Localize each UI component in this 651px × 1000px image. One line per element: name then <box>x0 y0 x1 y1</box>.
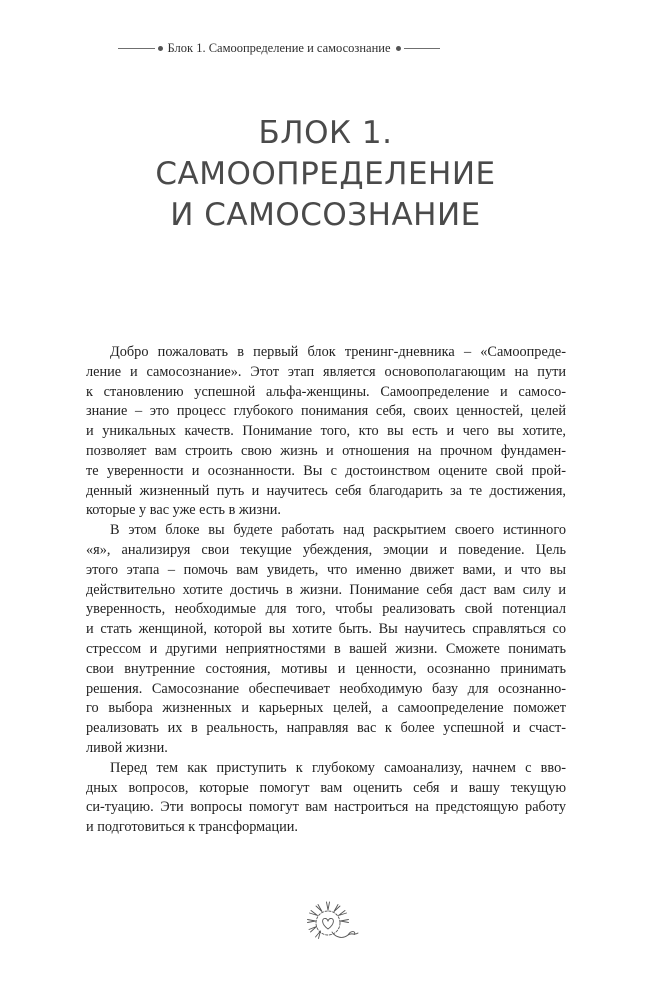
text-line: «я», анализируя свои текущие убеждения, эмоции и поведение. Цель <box>86 541 566 558</box>
text-line: и уникальных качеств. Понимание того, кто вы есть и чего вы хотите, <box>86 423 566 440</box>
header-rule-left <box>118 48 155 49</box>
text-line: стрессом и другими неприятностями в вашей жизни. Сможете понимать <box>86 640 566 657</box>
text-line: го выбора жизненных и карьерных целей, а самоопределение поможет <box>86 700 566 717</box>
text-line: ление и самосознание». Этот этап является основополагающим на пути <box>86 363 566 380</box>
text-line: реализовать их в реальность, направляя вас к более успешной и счаст- <box>86 720 566 737</box>
text-line: те уверенности и осознанности. Вы с достоинством оцените свой прой- <box>86 462 566 479</box>
text-line: и подготовиться к трансформации. <box>86 819 299 836</box>
chapter-title-line: САМООПРЕДЕЛЕНИЕ <box>155 156 496 192</box>
text-line: уверенность, необходимые для того, чтобы реализовать свой потенциал <box>86 601 566 618</box>
text-line: к становлению успешной альфа-женщины. Самоопределение и самосо- <box>86 383 566 400</box>
text-line: В этом блоке вы будете работать над раскрытием своего истинного <box>110 522 566 539</box>
text-line: которые у вас уже есть в жизни. <box>86 502 281 519</box>
chapter-title <box>60 113 591 236</box>
text-line: решения. Самосознание обеспечивает необходимую базу для осознанно- <box>86 680 566 697</box>
header-dot-right <box>396 46 401 51</box>
text-line: свои внутренние состояния, мотивы и ценности, осознанно принимать <box>86 660 566 677</box>
running-header <box>118 38 440 58</box>
text-line: этого этапа – помочь вам увидеть, что именно движет вами, и что вы <box>86 561 566 578</box>
header-dot-left <box>158 46 163 51</box>
running-title: Блок 1. Самоопределение и самосознание <box>167 40 391 55</box>
chapter-title-line: И САМОСОЗНАНИЕ <box>170 197 481 233</box>
text-line: си-туацию. Эти вопросы помогут вам настроиться на предстоящую работу <box>86 799 566 816</box>
text-line: Добро пожаловать в первый блок тренинг-дневника – «Самоопреде- <box>110 344 566 360</box>
text-line: дных вопросов, которые помогут вам оценить себя и вашу текущую <box>86 779 566 796</box>
text-line: Перед тем как приступить к глубокому самоанализу, начнем с вво- <box>110 759 566 776</box>
chapter-title-line: БЛОК 1. <box>258 115 393 151</box>
sun-heart-ornament-icon <box>288 898 368 950</box>
text-line: позволяет вам строить свою жизнь и отношения на прочном фундамен- <box>86 442 566 459</box>
text-line: и стать женщиной, которой вы хотите быть. Вы научитесь справляться со <box>86 621 566 638</box>
text-line: денный жизненный путь и научитесь себя благодарить за те достижения, <box>86 482 566 499</box>
text-line: знание – это процесс глубокого понимания себя, своих ценностей, целей <box>86 403 566 420</box>
body-text <box>86 343 566 838</box>
text-line: ливой жизни. <box>86 739 168 756</box>
text-line: действительно хотите достичь в жизни. Понимание себя даст вам силу и <box>86 581 566 598</box>
header-rule-right <box>404 48 441 49</box>
